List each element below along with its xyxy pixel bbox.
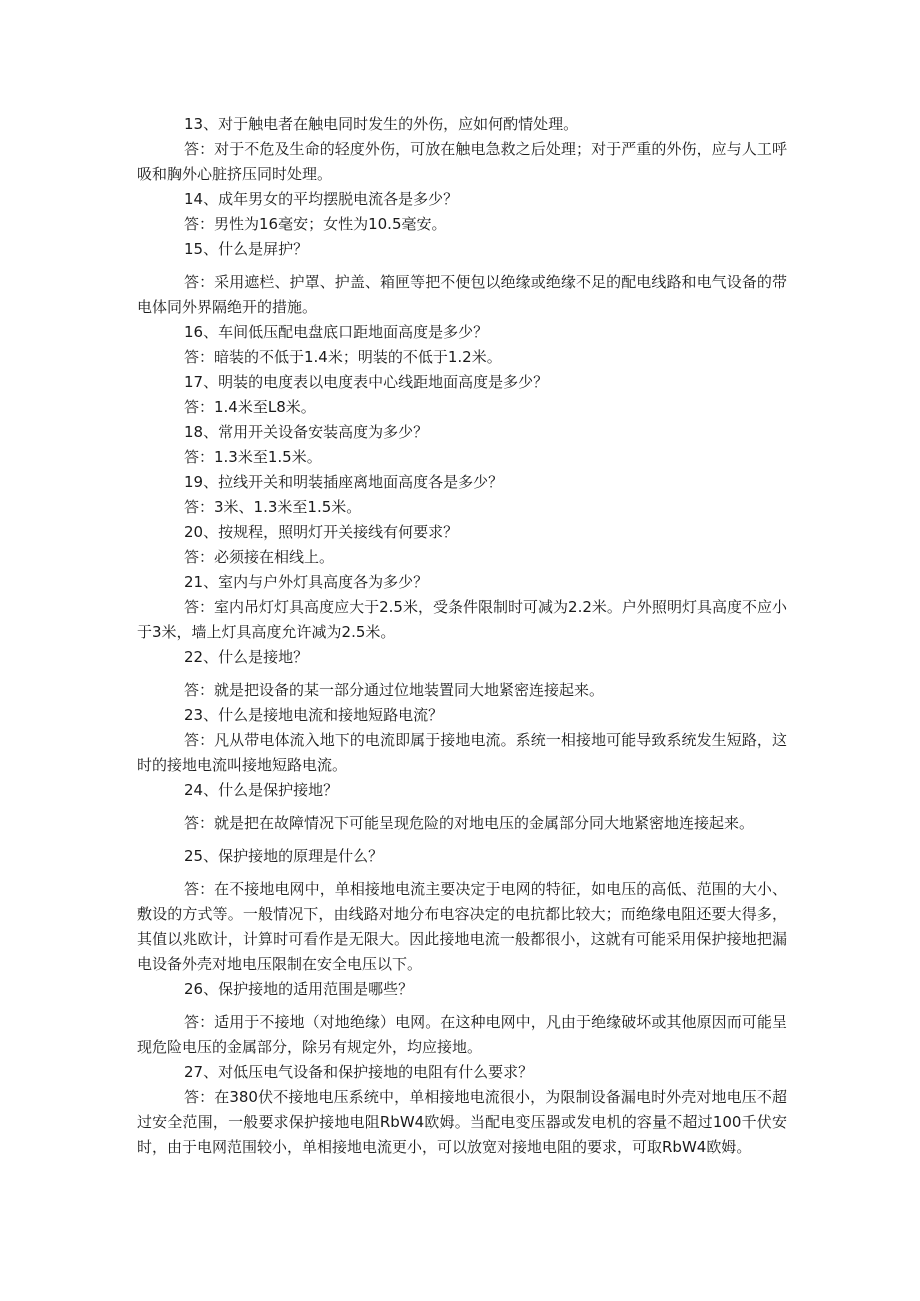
paragraph: 14、成年男女的平均摆脱电流各是多少？ [184,190,459,208]
paragraph: 26、保护接地的适用范围是哪些？ [184,980,414,998]
paragraph: 答：1.3米至1.5米。 [184,448,322,466]
paragraph: 答：男性为16毫安；女性为10.5毫安。 [184,215,447,233]
paragraph: 13、对于触电者在触电同时发生的外伤，应如何酌情处理。 [184,115,579,133]
paragraph: 答：对于不危及生命的轻度外伤，可放在触电急救之后处理；对于严重的外伤，应与人工呼吸和胸外心脏挤压同时处理。 [137,140,787,183]
paragraph: 答：1.4米至L8米。 [184,398,316,416]
paragraph: 17、明装的电度表以电度表中心线距地面高度是多少？ [184,373,549,391]
paragraph: 16、车间低压配电盘底口距地面高度是多少？ [184,323,489,341]
paragraph: 19、拉线开关和明装插座离地面高度各是多少？ [184,473,504,491]
paragraph: 答：暗装的不低于1.4米；明装的不低于1.2米。 [184,348,502,366]
paragraph: 22、什么是接地？ [184,648,309,666]
paragraph: 答：就是把设备的某一部分通过位地装置同大地紧密连接起来。 [184,681,605,699]
paragraph: 答：3米、1.3米至1.5米。 [184,498,362,516]
paragraph: 18、常用开关设备安装高度为多少？ [184,423,429,441]
paragraph: 答：采用遮栏、护罩、护盖、箱匣等把不便包以绝缘或绝缘不足的配电线路和电气设备的带电体同外界隔绝开的措施。 [137,273,787,316]
paragraph: 23、什么是接地电流和接地短路电流？ [184,706,444,724]
paragraph: 21、室内与户外灯具高度各为多少？ [184,573,429,591]
paragraph: 25、保护接地的原理是什么？ [184,847,384,865]
paragraph: 答：室内吊灯灯具高度应大于2.5米，受条件限制时可减为2.2米。户外照明灯具高度不应小于3米，墙上灯具高度允许减为2.5米。 [137,598,787,641]
document-page [137,112,787,1160]
paragraph: 答：在380伏不接地电压系统中，单相接地电流很小，为限制设备漏电时外壳对地电压不超过安全范围，一般要求保护接地电阻RbW4欧姆。当配电变压器或发电机的容量不超过100千伏安时，由于电网范围较小，单相接地电流更小，可以放宽对接地电阻的要求，可取RbW4欧姆。 [137,1088,787,1156]
paragraph: 20、按规程，照明灯开关接线有何要求？ [184,523,459,541]
paragraph: 答：就是把在故障情况下可能呈现危险的对地电压的金属部分同大地紧密地连接起来。 [184,814,755,832]
paragraph: 24、什么是保护接地？ [184,781,339,799]
paragraph: 15、什么是屏护？ [184,240,309,258]
paragraph: 答：凡从带电体流入地下的电流即属于接地电流。系统一相接地可能导致系统发生短路，这时的接地电流叫接地短路电流。 [137,731,787,774]
paragraph: 答：适用于不接地（对地绝缘）电网。在这种电网中，凡由于绝缘破坏或其他原因而可能呈现危险电压的金属部分，除另有规定外，均应接地。 [137,1013,787,1056]
paragraph: 答：在不接地电网中，单相接地电流主要决定于电网的特征，如电压的高低、范围的大小、敷设的方式等。一般情况下，由线路对地分布电容决定的电抗都比较大；而绝缘电阻还要大得多，其值以兆欧计，计算时可看作是无限大。因此接地电流一般都很小，这就有可能采用保护接地把漏电设备外壳对地电压限制在安全电压以下。 [137,880,787,973]
paragraph: 答：必须接在相线上。 [184,548,335,566]
paragraph: 27、对低压电气设备和保护接地的电阻有什么要求？ [184,1063,534,1081]
